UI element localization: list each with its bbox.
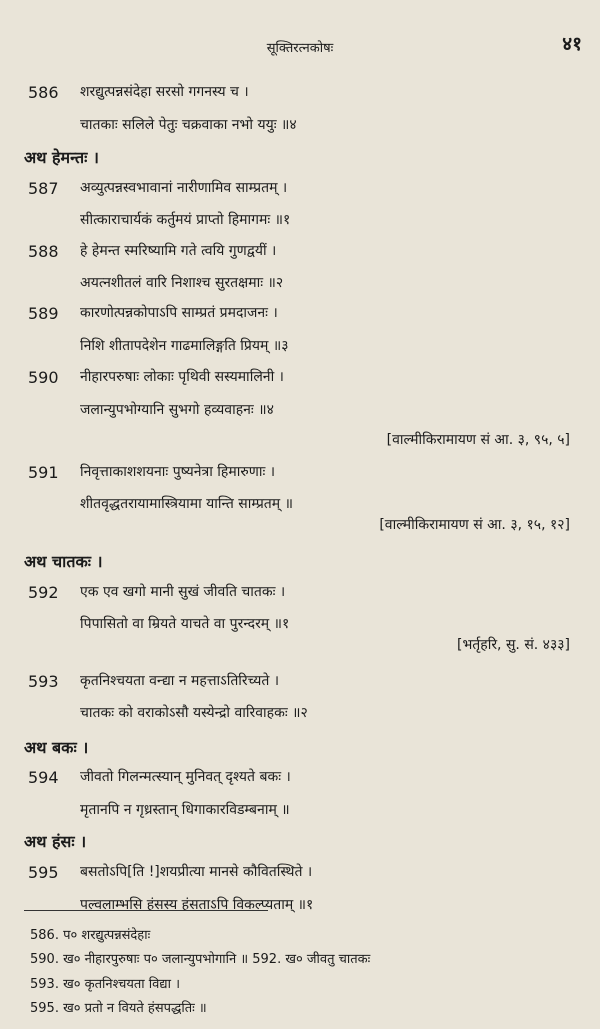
verse-line: बसतोऽपि[ति !]शयप्रीत्या मानसे कौवितस्थिते ।: [80, 864, 313, 880]
verse-number: 592: [28, 583, 59, 602]
verse-line: चातकाः सलिले पेतुः चक्रवाका नभो ययुः ॥४: [80, 117, 297, 133]
verse-line: पिपासितो वा म्रियते याचते वा पुरन्दरम् ॥१: [80, 616, 290, 632]
verse-number: 595: [28, 863, 59, 882]
section-heading: अथ हंसः ।: [24, 832, 87, 851]
running-title: सूक्तिरत्नकोषः: [266, 41, 334, 56]
verse-line: मृतानपि न गृध्रस्तान् धिगाकारविडम्बनाम् ॥: [80, 802, 290, 818]
verse-line: निशि शीतापदेशेन गाढमालिङ्गति प्रियम् ॥३: [80, 338, 289, 354]
verse-number: 591: [28, 463, 59, 482]
verse-number: 594: [28, 768, 59, 787]
verse-line: नीहारपरुषाः लोकाः पृथिवी सस्यमालिनी ।: [80, 369, 284, 385]
verse-number: 587: [28, 179, 59, 198]
footnote-line: 586. प० शरद्युत्पन्नसंदेहाः: [30, 928, 151, 943]
verse-line: शीतवृद्धतरायामास्त्रियामा यान्ति साम्प्रतम् ॥: [80, 496, 293, 512]
verse-line: शरद्युत्पन्नसंदेहा सरसो गगनस्य च ।: [80, 84, 249, 100]
footnote-line: 590. ख० नीहारपुरुषाः प० जलान्युपभोगानि ॥ 592. ख० जीवतु चातकः: [30, 952, 371, 967]
verse-reference: [वाल्मीकिरामायण सं आ. ३, १५, १२]: [379, 517, 570, 533]
verse-line: पल्वलाम्भसि हंसस्य हंसताऽपि विकल्प्यताम् ॥१: [80, 897, 314, 913]
footnote-line: 593. ख० कृतनिश्चयता विद्या ।: [30, 977, 181, 992]
verse-line: निवृत्ताकाशशयनाः पुष्यनेत्रा हिमारुणाः ।: [80, 464, 276, 480]
verse-number: 589: [28, 304, 59, 323]
verse-number: 590: [28, 368, 59, 387]
verse-line: सीत्काराचार्यकं कर्तुमयं प्राप्तो हिमागमः ॥१: [80, 212, 291, 228]
verse-line: कारणोत्पन्नकोपाऽपि साम्प्रतं प्रमदाजनः ।: [80, 305, 278, 321]
verse-reference: [भर्तृहरि, सु. सं. ४३३]: [456, 637, 570, 653]
section-heading: अथ चातकः ।: [24, 552, 103, 571]
verse-line: हे हेमन्त स्मरिष्यामि गते त्वयि गुणद्वयीं ।: [80, 243, 277, 259]
verse-line: अव्युत्पन्नस्वभावानां नारीणामिव साम्प्रतम् ।: [80, 180, 288, 196]
verse-line: जलान्युपभोग्यानि सुभगो हव्यवाहनः ॥४: [80, 402, 274, 418]
section-heading: अथ बकः ।: [24, 738, 89, 757]
verse-reference: [वाल्मीकिरामायण सं आ. ३, ९५, ५]: [386, 432, 570, 448]
verse-number: 593: [28, 672, 59, 691]
verse-number: 586: [28, 83, 59, 102]
verse-line: अयत्नशीतलं वारि निशाश्च सुरतक्षमाः ॥२: [80, 275, 284, 291]
verse-number: 588: [28, 242, 59, 261]
section-heading: अथ हेमन्तः ।: [24, 148, 99, 167]
verse-line: जीवतो गिलन्मत्स्यान् मुनिवत् दृश्यते बकः ।: [80, 769, 291, 785]
page-number: ४१: [562, 33, 582, 55]
footnote-rule: [24, 910, 268, 911]
verse-line: कृतनिश्चयता वन्द्या न महत्ताऽतिरिच्यते ।: [80, 673, 280, 689]
verse-line: चातकः को वराकोऽसौ यस्येन्द्रो वारिवाहकः ॥२: [80, 705, 308, 721]
footnote-line: 595. ख० प्रतो न वियते हंसपद्धतिः ॥: [30, 1001, 207, 1016]
verse-line: एक एव खगो मानी सुखं जीवति चातकः ।: [80, 584, 286, 600]
